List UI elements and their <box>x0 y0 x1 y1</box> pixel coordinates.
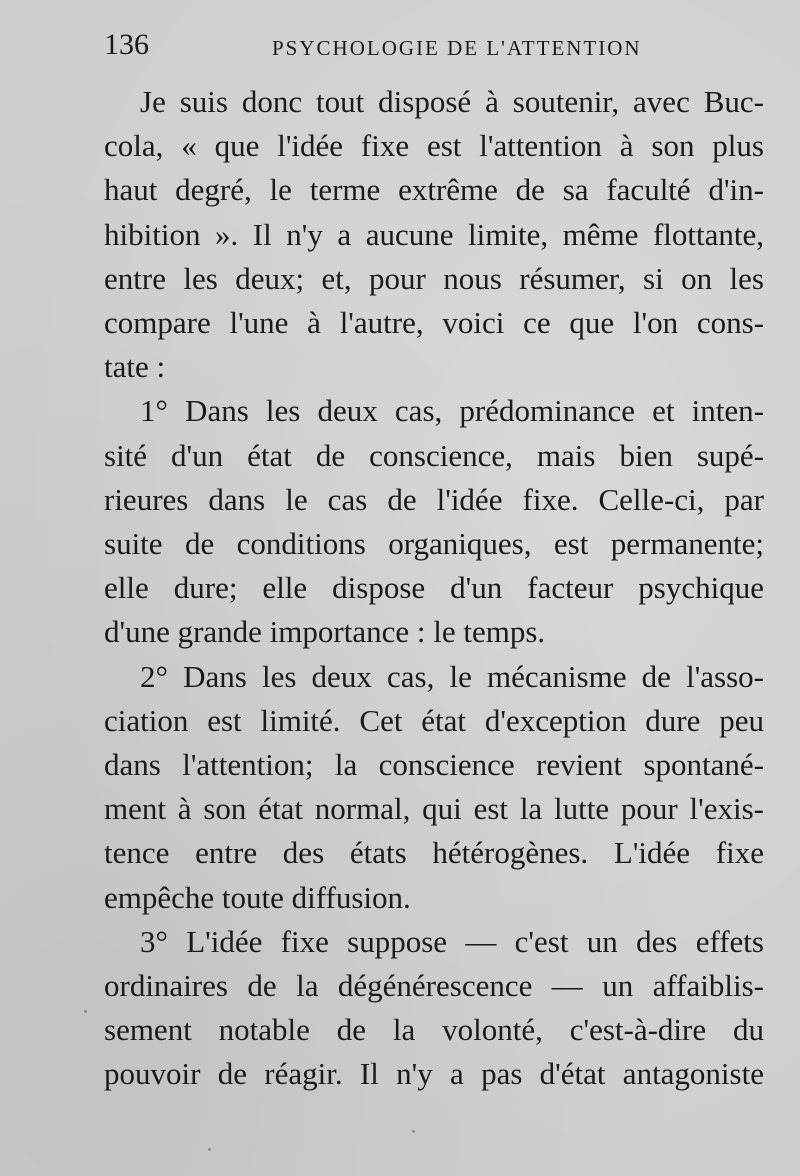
text-line: suite de conditions organiques, est permanente; <box>104 526 764 562</box>
page-number: 136 <box>104 28 149 61</box>
text-line: haut degré, le terme extrême de sa faculté d'in- <box>104 172 764 208</box>
text-line: cola, « que l'idée fixe est l'attention à son plus <box>104 128 764 164</box>
text-line: ciation est limité. Cet état d'exception dure peu <box>104 702 764 738</box>
page-body <box>104 80 764 1097</box>
paragraph-point-1 <box>104 389 764 654</box>
paragraph-point-3 <box>104 920 764 1097</box>
text-line: sement notable de la volonté, c'est-à-dire du <box>104 1012 764 1048</box>
text-line: compare l'une à l'autre, voici ce que l'on cons- <box>104 305 764 341</box>
text-line: tence entre des états hétérogènes. L'idée fixe <box>104 835 764 871</box>
text-line: ment à son état normal, qui est la lutte pour l'exis- <box>104 791 764 827</box>
text-line: ordinaires de la dégénérescence — un affaiblis- <box>104 968 764 1004</box>
text-line: d'une grande importance : le temps. <box>104 614 546 650</box>
paper-speck <box>208 1148 211 1151</box>
text-line: dans l'attention; la conscience revient spontané- <box>104 747 764 783</box>
text-line: 2° Dans les deux cas, le mécanisme de l'asso- <box>140 658 764 694</box>
paragraph-intro <box>104 80 764 389</box>
running-head <box>104 28 764 68</box>
text-line: tate : <box>104 349 166 385</box>
text-line: sité d'un état de conscience, mais bien supé- <box>104 437 764 473</box>
text-line: pouvoir de réagir. Il n'y a pas d'état antagoniste <box>104 1056 764 1092</box>
text-line: Je suis donc tout disposé à soutenir, avec Buc- <box>140 84 764 119</box>
paper-speck <box>84 1010 87 1013</box>
running-title: PSYCHOLOGIE DE L'ATTENTION <box>272 36 642 60</box>
text-line: rieures dans le cas de l'idée fixe. Celle-ci, par <box>104 481 764 517</box>
text-line: entre les deux; et, pour nous résumer, si on les <box>104 260 764 296</box>
paragraph-point-2 <box>104 655 764 920</box>
text-line: elle dure; elle dispose d'un facteur psychique <box>104 570 764 606</box>
text-line: 3° L'idée fixe suppose — c'est un des effets <box>140 923 764 959</box>
text-line: hibition ». Il n'y a aucune limite, même flottante, <box>104 216 764 252</box>
text-line: empêche toute diffusion. <box>104 879 411 915</box>
text-line: 1° Dans les deux cas, prédominance et inten- <box>140 393 764 429</box>
paper-speck <box>412 1130 415 1133</box>
